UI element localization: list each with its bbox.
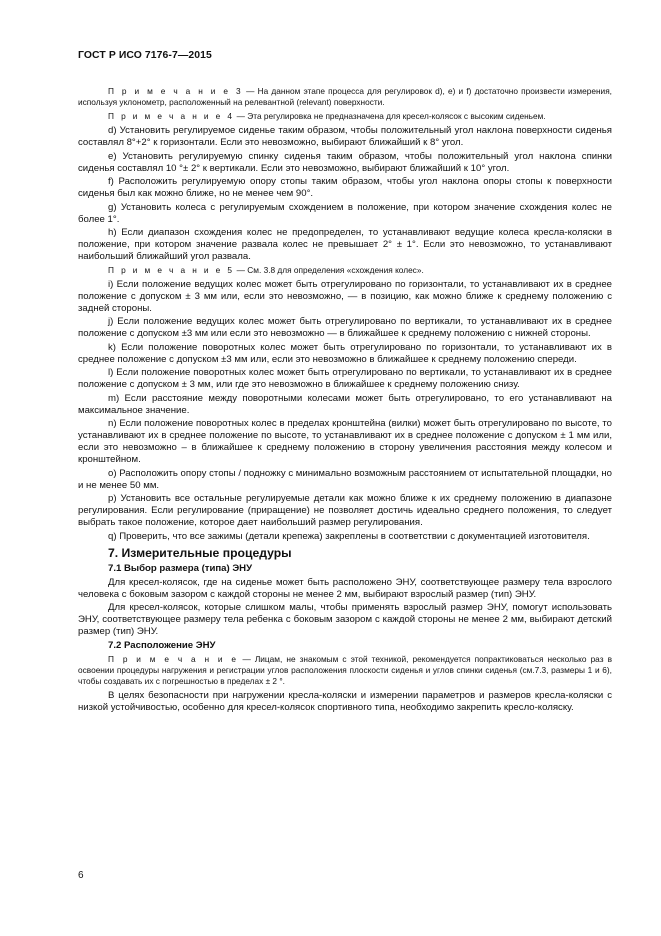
note-text: — Эта регулировка не предназначена для кресел-колясок с высоким сиденьем. bbox=[234, 111, 546, 121]
paragraph: Для кресел-колясок, которые слишком малы, чтобы применять взрослый размер ЭНУ, помогут использовать ЭНУ, соответствующее размеру тела ребенка с боковым зазором с каждой стороны не менее 2 мм, выбирают детский размер (тип) ЭНУ. bbox=[78, 602, 612, 637]
note-label: П р и м е ч а н и е 3 bbox=[108, 86, 243, 96]
item-n: n) Если положение поворотных колес в пределах кронштейна (вилки) может быть отрегулировано по высоте, то устанавливают их в среднее положение по высоте, то устанавливают их в среднее положение с допуском ± 1 мм или, если это невозможно – в ближайшее к среднему положению в сторону увеличения расстояния между колесом и кронштейном. bbox=[78, 418, 612, 465]
item-d: d) Установить регулируемое сиденье таким образом, чтобы положительный угол наклона поверхности сиденья составлял 8°+2° к горизонтали. Если это невозможно, выбирают ближайший к 8° угол. bbox=[78, 125, 612, 148]
item-m: m) Если расстояние между поворотными колесами может быть отрегулировано, то его устанавливают на максимальное значение. bbox=[78, 392, 612, 416]
paragraph: В целях безопасности при нагружении кресла-коляски и измерении параметров и размеров кресла-коляски с низкой устойчивостью, особенно для кресел-колясок спортивного типа, необходимо закрепить кресло-коляску. bbox=[78, 690, 612, 713]
item-p: p) Установить все остальные регулируемые детали как можно ближе к их среднему положению в диапазоне регулирования. Если регулирование (приращение) не позволяет достичь идеально среднего положения, то следует выбрать такое положение, которое дает наибольший размер регулирования. bbox=[78, 493, 612, 528]
subsection-heading: 7.2 Расположение ЭНУ bbox=[108, 640, 216, 651]
note-3 bbox=[78, 86, 612, 108]
note-text: — Лицам, не знакомым с этой техникой, рекомендуется попрактиковаться несколько раз в освоении процедуры нагружения и регистрации углов расположения плоскости сиденья и углов спинки сиденья (см.7.3, размеры 1 и 6), чтобы создавать их с погрешностью в пределах ± 2 °. bbox=[78, 654, 612, 686]
note-text: — См. 3.8 для определения «схождения колес». bbox=[234, 264, 424, 275]
note-4 bbox=[78, 111, 612, 122]
note-label: П р и м е ч а н и е 4 bbox=[108, 111, 235, 121]
document-header: ГОСТ Р ИСО 7176-7—2015 bbox=[78, 50, 212, 61]
item-l: l) Если положение поворотных колес может быть отрегулировано по вертикали, то устанавливают их в среднее положение с допуском ± 3 мм, или где это невозможно в ближайшее к среднему положению снизу. bbox=[78, 367, 612, 390]
item-i: i) Если положение ведущих колес может быть отрегулировано по горизонтали, то устанавливают их в среднее положение с допуском ± 3 мм или, если это невозможно, — в позицию, как можно ближе к среднему положению с задней стороны. bbox=[78, 278, 612, 314]
note-5 bbox=[78, 265, 612, 276]
item-k: k) Если положение поворотных колес может быть отрегулировано по горизонтали, то устанавливают их в среднее положение с допуском ±3 мм или, если это невозможно в ближайшее к среднему положению спереди. bbox=[78, 341, 612, 365]
item-e: e) Установить регулируемую спинку сиденья таким образом, чтобы положительный угол наклона спинки сиденья составлял 10 °± 2° к вертикали. Если это невозможно, выбирают ближайший к 10° угол. bbox=[78, 150, 612, 174]
subsection-heading: 7.1 Выбор размера (типа) ЭНУ bbox=[108, 562, 253, 574]
note bbox=[78, 654, 612, 687]
page-number: 6 bbox=[78, 870, 84, 881]
item-f: f) Расположить регулируемую опору стопы таким образом, чтобы угол наклона опоры стопы к поверхности сиденья был как можно ближе, но не менее чем 90°. bbox=[78, 176, 612, 199]
section-heading: 7. Измерительные процедуры bbox=[108, 545, 292, 560]
document-body bbox=[78, 86, 612, 716]
item-h: h) Если диапазон схождения колес не предопределен, то устанавливают ведущие колеса кресла-коляски в положение, при котором значение развала колес не превышает 2° ± 1°. Если это невозможно, то устанавливают наибольший ближайший угол развала. bbox=[78, 227, 612, 262]
paragraph: Для кресел-колясок, где на сиденье может быть расположено ЭНУ, соответствующее размеру тела взрослого человека с боковым зазором с каждой стороны не менее 2 мм, выбирают взрослый размер (тип) ЭНУ. bbox=[78, 576, 612, 600]
item-o: o) Расположить опору стопы / подножку с минимально возможным расстоянием от испытательной площадки, но и не менее 50 мм. bbox=[78, 467, 612, 491]
item-j: j) Если положение ведущих колес может быть отрегулировано по вертикали, то устанавливают их в среднее положение с допуском ±3 мм или если это невозможно — в ближайшее к среднему положению с нижней стороны. bbox=[78, 316, 612, 339]
item-q: q) Проверить, что все зажимы (детали крепежа) закреплены в соответствии с документацией изготовителя. bbox=[108, 530, 590, 542]
note-text: — На данном этапе процесса для регулировок d), e) и f) достаточно произвести измерения, используя уклонометр, расположенный на релевантной (relevant) поверхности. bbox=[78, 86, 612, 107]
note-label: П р и м е ч а н и е 5 bbox=[108, 264, 235, 275]
item-g: g) Установить колеса с регулируемым схождением в положение, при котором значение схождения колес не более 1°. bbox=[78, 201, 612, 225]
note-label: П р и м е ч а н и е bbox=[108, 654, 239, 664]
